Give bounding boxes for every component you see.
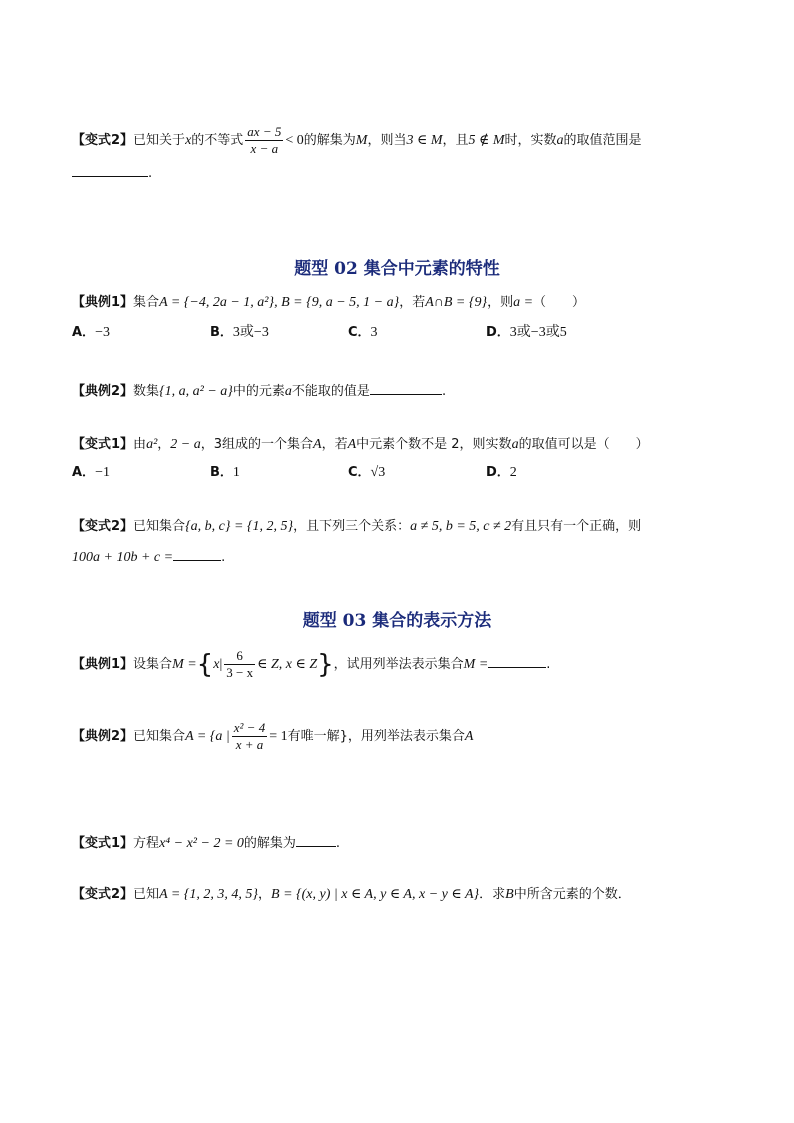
option-a[interactable]: A．−1 [72,465,110,480]
option-d[interactable]: D．2 [486,465,517,480]
option-b[interactable]: B．1 [210,465,240,480]
problem-s3-example2: 【典例2】已知集合A = {a | $\frac{\text{x² − 4}}{x + a}$ = 1有唯一解}，用列举法表示集合A [72,720,474,752]
answer-blank[interactable] [370,380,442,395]
options-variant1 [72,462,734,484]
options-example1 [72,322,734,344]
answer-blank[interactable] [72,162,148,177]
fraction: $\frac{ax - 5}{x - a}$ [247,124,282,156]
problem-variant2-line2: 100a + 10b + c = . [72,546,734,569]
problem-s3-variant1: 【变式1】方程x⁴ − x² − 2 = 0的解集为 . [72,832,734,855]
option-d[interactable]: D．3或−3或5 [486,325,567,340]
section-title-02: 题型 02 集合中元素的特性 [294,259,500,279]
problem-example1: 【典例1】集合A = {−4, 2a − 1, a²}, B = {9, a − 5, 1 − a}，若A∩B = {9}，则a =（ ） [72,295,586,310]
option-c[interactable]: C．√3 [348,465,386,480]
problem-variant2: 【变式2】已知集合{a, b, c} = {1, 2, 5}，且下列三个关系：a ≠ 5, b = 5, c ≠ 2有且只有一个正确，则 [72,519,642,534]
answer-blank[interactable] [173,546,221,561]
problem-example2: 【典例2】数集{1, a, a² − a}中的元素a不能取的值是 . [72,380,734,403]
section-title-03: 题型 03 集合的表示方法 [302,611,492,631]
option-c[interactable]: C．3 [348,325,378,340]
problem-tag: 【变式2】 [72,133,134,148]
problem-s3-variant2: 【变式2】已知A = {1, 2, 3, 4, 5}，B = {(x, y) | x ∈ A, y ∈ A, x − y ∈ A}．求B中所含元素的个数． [72,887,631,902]
problem-s3-example1: 【典例1】设集合M ={x| $\frac{6}{3 - x}$ ∈ Z, x ∈ Z}，试用列举法表示集合M = . [72,648,551,680]
answer-blank[interactable] [296,832,336,847]
option-a[interactable]: A．−3 [72,325,110,340]
fraction: $\frac{6}{3 - x}$ [226,648,254,680]
fraction: $\frac{\text{x² − 4}}{x + a}$ [233,720,266,752]
problem-variant1: 【变式1】由a²，2 − a，3组成的一个集合A，若A中元素个数不是 2，则实数a的取值可以是（ ） [72,437,649,452]
answer-line: . [72,162,734,185]
answer-blank[interactable] [488,653,546,668]
problem-variant2-top: 【变式2】已知关于x的不等式 $\frac{ax - 5}{x - a}$ < 0的解集为M，则当3 ∈ M，且5 ∉ M时，实数a的取值范围是 [72,124,642,156]
option-b[interactable]: B．3或−3 [210,325,269,340]
